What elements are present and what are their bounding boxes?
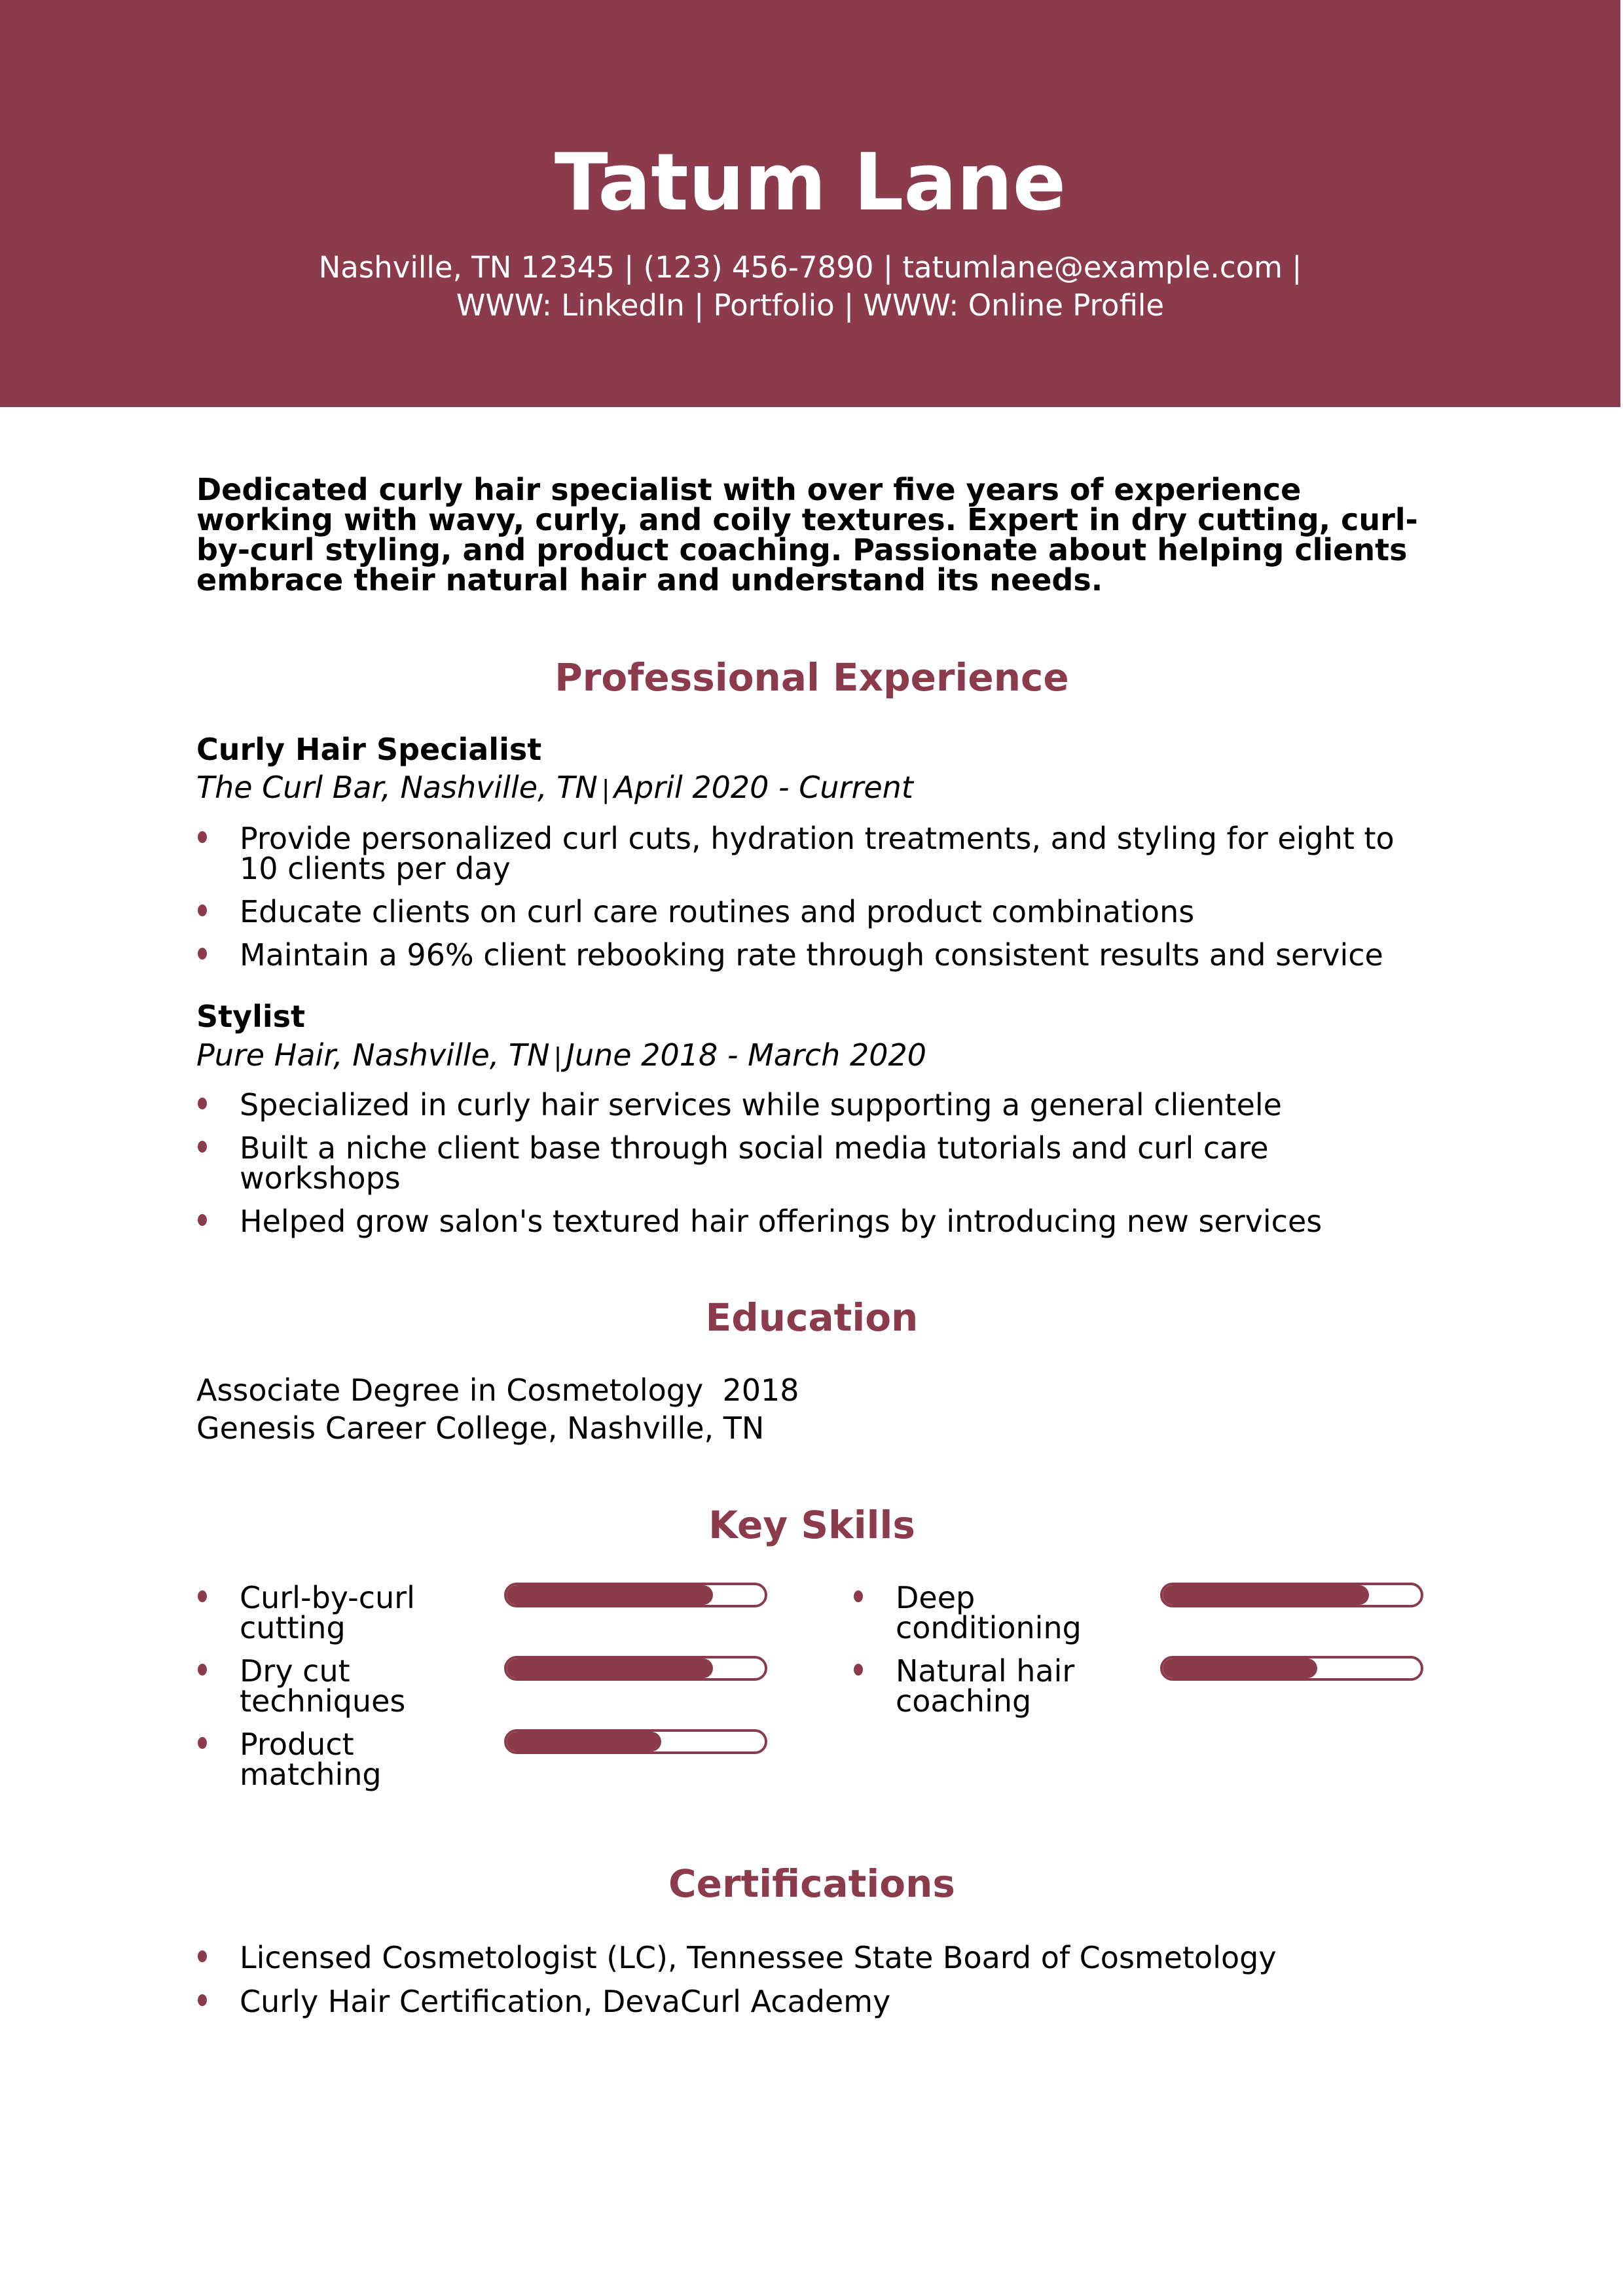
skill-level-fill [1163,1585,1369,1605]
skill-label: Curl-by-curl cutting [240,1580,415,1645]
skill-level-bar [504,1583,767,1607]
bullet-icon [198,831,207,843]
skill-level-bar [504,1729,767,1754]
bullet-icon [198,1664,207,1676]
skill-level-bar [1160,1656,1423,1681]
list-item: Specialized in curly hair services while supporting a general clientele [196,1090,1427,1120]
job-company: Pure Hair, Nashville, TN [196,1037,550,1073]
list-item: Provide personalized curl cuts, hydration treatments, and styling for eight to 10 clients per day [196,823,1427,884]
skill-level-fill [507,1585,713,1605]
bullet-icon [198,1950,207,1962]
job-dates: April 2020 - Current [613,770,913,805]
section-title-certifications: Certifications [668,1861,955,1906]
job-meta [196,769,913,808]
contact-line-1: Nashville, TN 12345 | (123) 456-7890 | tatumlane@example.com | [318,250,1302,285]
job-meta [196,1037,926,1075]
list-item: Helped grow salon's textured hair offerings by introducing new services [196,1206,1427,1236]
bullet-icon [198,1214,207,1226]
section-title-skills: Key Skills [708,1503,915,1547]
skill-level-bar [1160,1583,1423,1607]
job-title: Stylist [196,999,306,1034]
skill-level-fill [1163,1659,1317,1678]
bullet-icon [198,948,207,960]
candidate-name: Tatum Lane [554,137,1067,228]
list-item: Educate clients on curl care routines and product combinations [196,897,1427,927]
section-title-experience: Professional Experience [555,655,1069,700]
job-dates: June 2018 - March 2020 [566,1037,927,1073]
skill-label: Dry cut techniques [240,1653,406,1719]
bullet-icon [198,1737,207,1749]
bullet-icon [198,905,207,916]
list-item: Curly Hair Certification, DevaCurl Academy [196,1986,1427,2017]
contact-info [0,249,1620,325]
bullet-icon [198,1590,207,1602]
professional-summary: Dedicated curly hair specialist with over five years of experience working with wavy, curly, and coily textures. Expert in dry cutting, curl-by-curl styling, and product coaching. Passionate about helping clients embrace their natural hair and understand its needs. [196,472,1418,598]
bullet-icon [198,1141,207,1153]
job-company: The Curl Bar, Nashville, TN [196,770,598,805]
job-bullets [196,821,1427,973]
skill-label: Natural hair coaching [896,1653,1075,1719]
contact-line-2: WWW: LinkedIn | Portfolio | WWW: Online Profile [456,288,1165,323]
education-degree: Associate Degree in Cosmetology 2018 [196,1372,799,1408]
bullet-icon [198,1098,207,1109]
education-school: Genesis Career College, Nashville, TN [196,1410,765,1446]
skill-label: Deep conditioning [896,1580,1082,1645]
bullet-icon [854,1590,863,1602]
header-banner [0,0,1620,407]
skill-item [852,1653,1442,1741]
section-title-education: Education [705,1295,919,1340]
skill-level-fill [507,1732,661,1751]
bullet-icon [854,1664,863,1676]
job-separator: | [553,1043,562,1071]
certification-list [196,1940,1427,2019]
list-item: Maintain a 96% client rebooking rate through consistent results and service [196,940,1427,970]
skill-label: Product matching [240,1727,382,1792]
list-item: Licensed Cosmetologist (LC), Tennessee State Board of Cosmetology [196,1943,1427,1973]
bullet-icon [198,1994,207,2006]
job-title: Curly Hair Specialist [196,732,542,767]
job-separator: | [601,775,610,804]
skill-level-fill [507,1659,713,1678]
job-bullets [196,1087,1427,1239]
skill-item [196,1729,786,1814]
skill-level-bar [504,1656,767,1681]
list-item: Built a niche client base through social media tutorials and curl care workshops [196,1133,1353,1193]
